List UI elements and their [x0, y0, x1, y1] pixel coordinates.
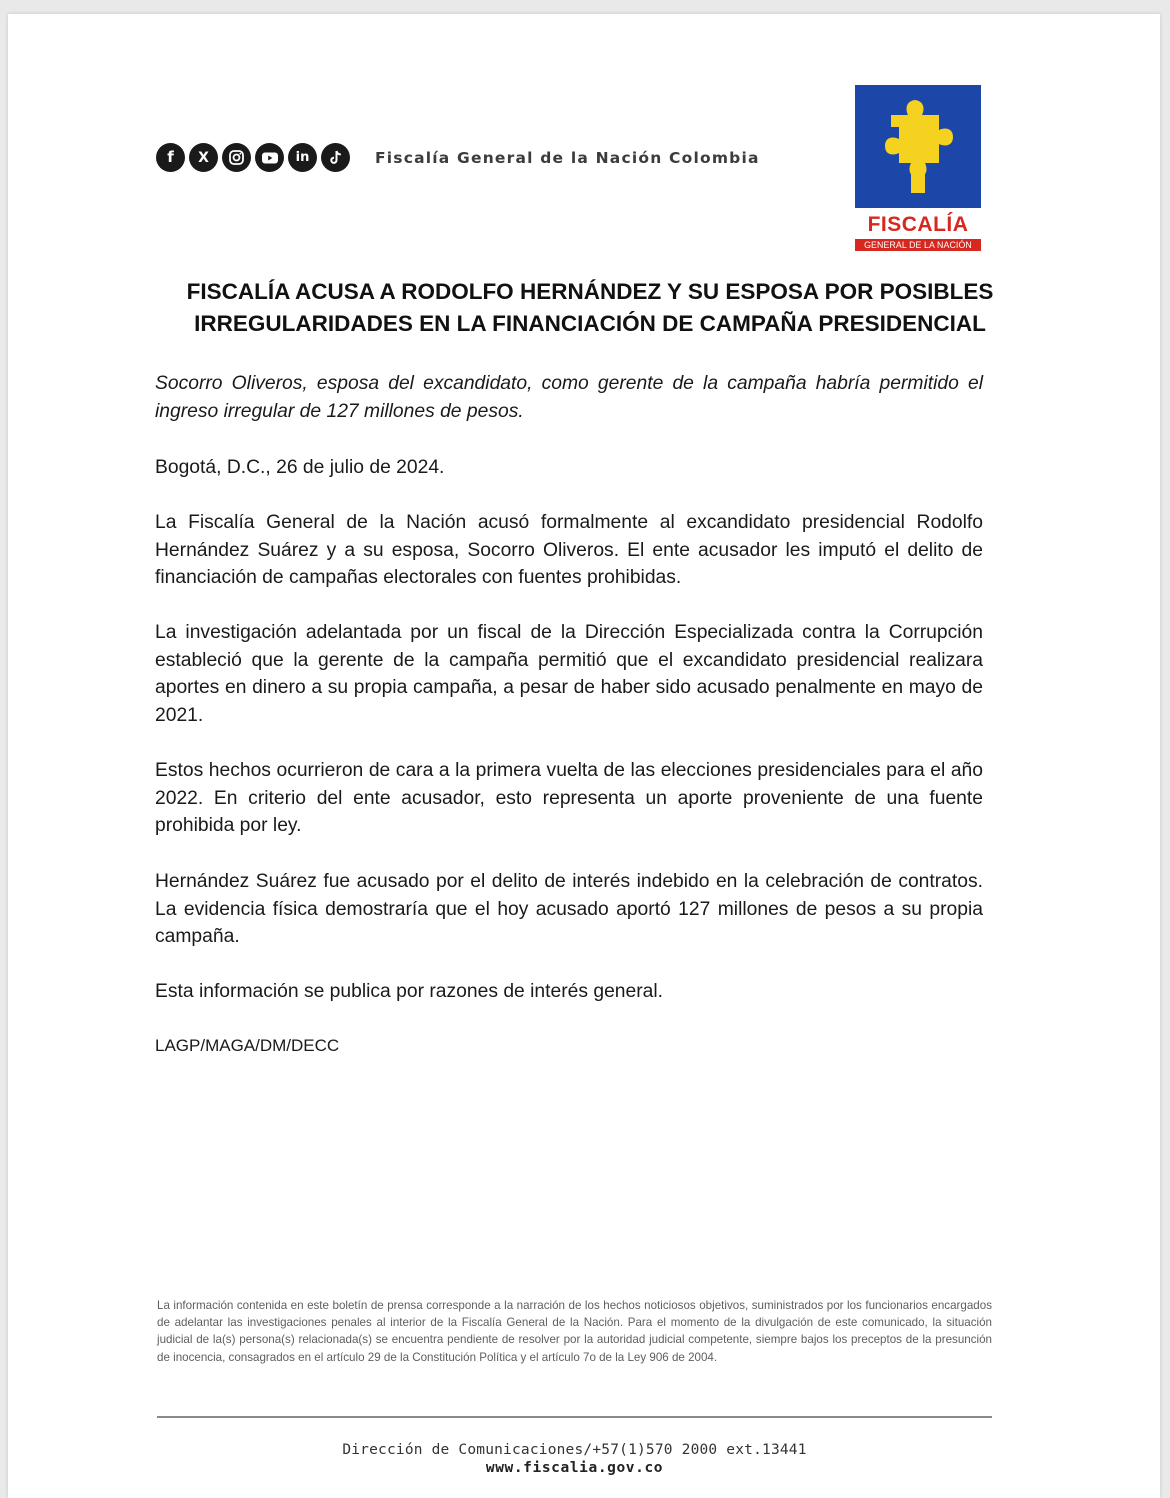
signature: LAGP/MAGA/DM/DECC [155, 1036, 340, 1055]
instagram-icon[interactable] [222, 143, 251, 172]
contact-line: Dirección de Comunicaciones/+57(1)570 2000 ext.13441 [342, 1442, 807, 1458]
paragraph-4: Hernández Suárez fue acusado por el delito de interés indebido en la celebración de contratos. La evidencia física demostraría que el hoy acusado aportó 127 millones de pesos a su propia campaña. [155, 871, 983, 948]
facebook-glyph: f [167, 148, 174, 166]
dateline: Bogotá, D.C., 26 de julio de 2024. [155, 457, 445, 478]
youtube-icon[interactable] [255, 143, 284, 172]
tiktok-icon[interactable] [321, 143, 350, 172]
org-name: Fiscalía General de la Nación Colombia [375, 148, 760, 167]
logo-subtitle: GENERAL DE LA NACIÓN [855, 239, 981, 251]
linkedin-icon[interactable] [288, 143, 317, 172]
x-glyph: X [198, 149, 209, 166]
facebook-icon[interactable] [156, 143, 185, 172]
fiscalia-logo [855, 85, 981, 257]
press-release-title: FISCALÍA ACUSA A RODOLFO HERNÁNDEZ Y SU ESPOSA POR POSIBLES IRREGULARIDADES EN LA FINANCIACIÓN DE CAMPAÑA PRESIDENCIAL [186, 279, 994, 336]
x-icon[interactable] [189, 143, 218, 172]
paragraph-2: La investigación adelantada por un fiscal de la Dirección Especializada contra la Corrupción estableció que la gerente de la campaña permitió que el excandidato presidencial realizara aportes en dinero a su propia campaña, a pesar de haber sido acusado penalmente en mayo de 2021. [155, 622, 983, 726]
paragraph-3: Estos hechos ocurrieron de cara a la primera vuelta de las elecciones presidenciales para el año 2022. En criterio del ente acusador, esto representa un aporte proveniente de una fuente prohibida por ley. [155, 760, 983, 837]
paragraph-5: Esta información se publica por razones de interés general. [155, 981, 664, 1002]
website-link[interactable]: www.fiscalia.gov.co [485, 1460, 664, 1476]
puzzle-piece-icon [855, 85, 981, 208]
logo-word: FISCALÍA [867, 213, 969, 236]
footer-divider [157, 1416, 992, 1418]
document-page [8, 14, 1160, 1498]
legal-disclaimer: La información contenida en este boletín de prensa corresponde a la narración de los hechos noticiosos objetivos, suministrados por los funcionarios encargados de adelantar las investigaciones penales al interior de la Fiscalía General de la Nación. Para el momento de la divulgación de este comunicado, la situación judicial de la(s) persona(s) relacionada(s) se encuentra pendiente de resolver por la autoridad judicial competente, siempre bajos los preceptos de la presunción de inocencia, consagrados en el artículo 29 de la Constitución Política y el artículo 7o de la Ley 906 de 2004. [157, 1299, 992, 1364]
paragraph-1: La Fiscalía General de la Nación acusó formalmente al excandidato presidencial Rodolfo Hernández Suárez y a su esposa, Socorro Oliveros. El ente acusador les imputó el delito de financiación de campañas electorales con fuentes prohibidas. [155, 512, 983, 589]
social-links [156, 143, 760, 172]
press-release-subtitle: Socorro Oliveros, esposa del excandidato, como gerente de la campaña habría permitido el ingreso irregular de 127 millones de pesos. [155, 373, 983, 422]
linkedin-glyph: in [295, 150, 310, 165]
